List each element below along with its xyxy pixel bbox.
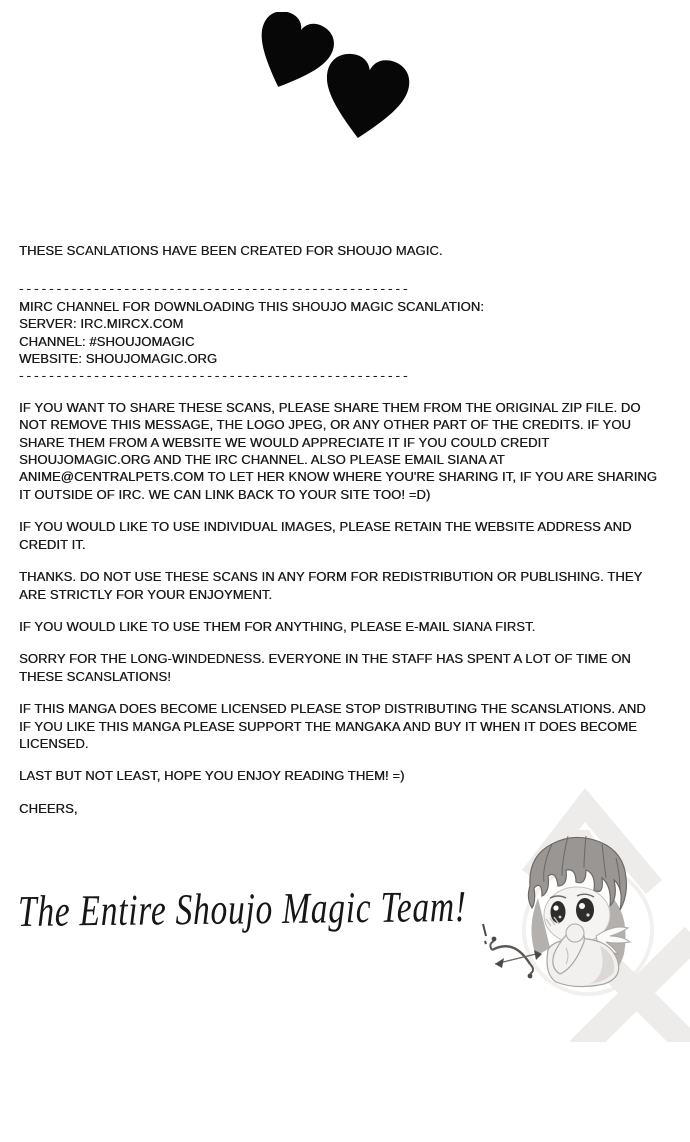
irc-website: WEBSITE: SHOUJOMAGIC.ORG xyxy=(19,351,218,367)
paragraph-sharing: IF YOU WANT TO SHARE THESE SCANS, PLEASE SHARE THEM FROM THE ORIGINAL ZIP FILE. DO NOT REMOVE THIS MESSAGE, THE LOGO JPEG, OR ANY OTHER PART OF THE CREDITS. IF YOU SHARE THEM FROM A WEBSITE WE WOULD APPRECIATE IT IF YOU COULD CREDIT SHOUJOMAGIC.ORG AND THE IRC CHANNEL. ALSO PLEASE EMAIL SIANA AT ANIME@CENTRALPETS.COM TO LET HER KNOW WHERE YOU'RE SHARING IT, IF YOU ARE SHARING IT OUTSIDE OF IRC. WE CAN LINK BACK TO YOUR SITE TOO! =D) xyxy=(19,399,658,502)
closing-line: CHEERS, xyxy=(19,800,78,816)
irc-server: SERVER: IRC.MIRCX.COM xyxy=(19,316,184,332)
irc-header: MIRC CHANNEL FOR DOWNLOADING THIS SHOUJO MAGIC SCANLATION: xyxy=(19,298,484,314)
credits-text-block xyxy=(19,242,659,832)
divider-bottom: ---------------------------------------------------- xyxy=(19,368,411,384)
signature-text: The Entire Shoujo Magic Team! xyxy=(17,881,467,936)
paragraph-individual-images: IF YOU WOULD LIKE TO USE INDIVIDUAL IMAGES, PLEASE RETAIN THE WEBSITE ADDRESS AND CREDIT IT. xyxy=(19,519,632,552)
chibi-girl xyxy=(528,836,630,987)
paragraph-no-redistribution: THANKS. DO NOT USE THESE SCANS IN ANY FORM FOR REDISTRIBUTION OR PUBLISHING. THEY ARE STRICTLY FOR YOUR ENJOYMENT. xyxy=(19,569,643,602)
intro-line: THESE SCANLATIONS HAVE BEEN CREATED FOR SHOUJO MAGIC. xyxy=(19,243,443,258)
paragraph-licensed: IF THIS MANGA DOES BECOME LICENSED PLEASE STOP DISTRIBUTING THE SCANSLATIONS. AND IF YOU LIKE THIS MANGA PLEASE SUPPORT THE MANGAKA AND BUY IT WHEN IT DOES BECOME LICENSED. xyxy=(19,701,646,751)
irc-channel: CHANNEL: #SHOUJOMAGIC xyxy=(19,333,195,349)
divider-top: ---------------------------------------------------- xyxy=(19,281,411,297)
paragraph-enjoy: LAST BUT NOT LEAST, HOPE YOU ENJOY READING THEM! =) xyxy=(19,768,405,784)
double-hearts-icon xyxy=(240,12,416,162)
chibi-cupid-illustration xyxy=(478,778,690,1042)
paragraph-long-windedness: SORRY FOR THE LONG-WINDEDNESS. EVERYONE IN THE STAFF HAS SPENT A LOT OF TIME ON THESE SCANSLATIONS! xyxy=(19,651,631,684)
paragraph-email-first: IF YOU WOULD LIKE TO USE THEM FOR ANYTHING, PLEASE E-MAIL SIANA FIRST. xyxy=(19,618,536,634)
